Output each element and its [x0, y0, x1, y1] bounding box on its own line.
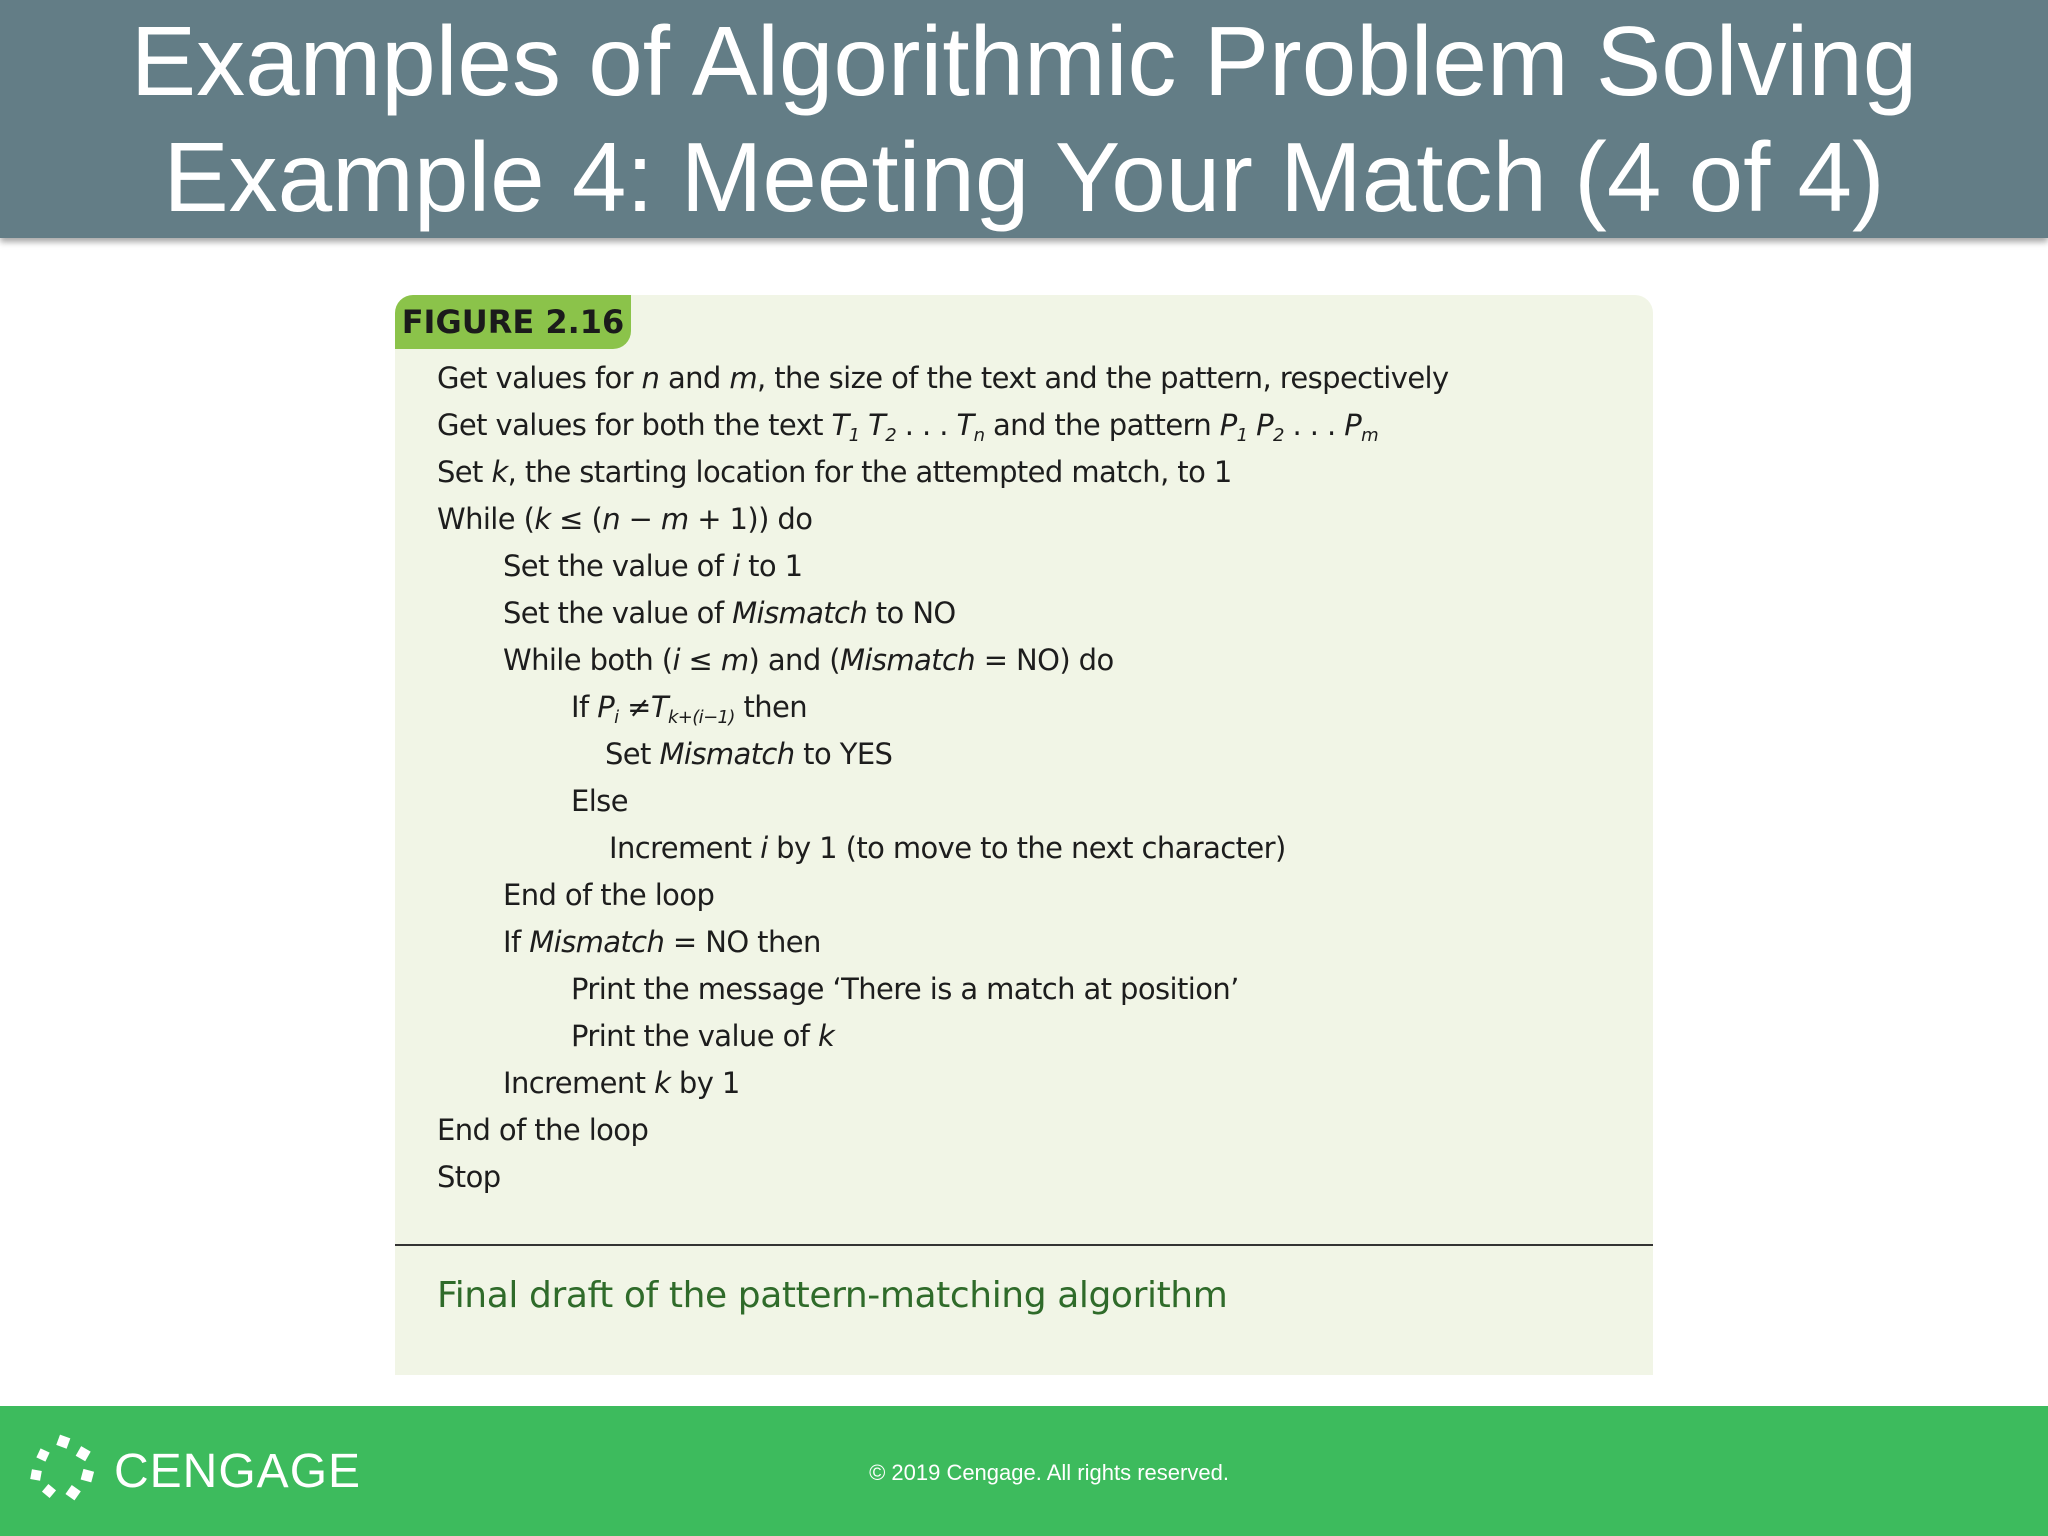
algorithm-line: Set Mismatch to YES — [605, 737, 893, 771]
algorithm-line: Set the value of Mismatch to NO — [503, 596, 956, 630]
algorithm-line: While (k ≤ (n − m + 1)) do — [437, 502, 813, 536]
algorithm-line: Set the value of i to 1 — [503, 549, 803, 583]
algorithm-line: Get values for both the text $T_1$ $T_2$ . . . $T_n$ and the pattern $P_1$ $P_2$ . . . $P_m$ — [437, 408, 1379, 446]
figure-label: FIGURE 2.16 — [395, 295, 631, 349]
algorithm-line: Print the value of k — [571, 1019, 835, 1053]
slide-title-line-2: Example 4: Meeting Your Match (4 of 4) — [163, 122, 1885, 232]
algorithm-line: Stop — [437, 1160, 501, 1194]
algorithm-line: If Mismatch = NO then — [503, 925, 821, 959]
algorithm-line: While both (i ≤ m) and (Mismatch = NO) do — [503, 643, 1114, 677]
slide-title-line-1: Examples of Algorithmic Problem Solving — [130, 6, 1918, 116]
algorithm-line: End of the loop — [503, 878, 715, 912]
copyright-notice: © 2019 Cengage. All rights reserved. — [869, 1460, 1229, 1485]
cengage-logo-text: CENGAGE — [114, 1444, 362, 1498]
algorithm-line: Increment i by 1 (to move to the next character) — [609, 831, 1286, 865]
algorithm-line: Print the message ‘There is a match at position’ — [571, 972, 1239, 1006]
algorithm-line: Increment k by 1 — [503, 1066, 740, 1100]
algorithm-line: Set k, the starting location for the attempted match, to 1 — [437, 455, 1232, 489]
figure-caption: Final draft of the pattern-matching algorithm — [437, 1275, 1228, 1316]
algorithm-listing — [437, 355, 1633, 1201]
figure-divider — [395, 1244, 1653, 1246]
footer-bar — [0, 1406, 2048, 1536]
algorithm-line: Else — [571, 784, 628, 818]
figure-panel — [395, 295, 1653, 1375]
algorithm-line: If $P_i \ne T_{k+(i-1)}$ then — [571, 690, 808, 728]
algorithm-line: Get values for n and m, the size of the text and the pattern, respectively — [437, 361, 1449, 395]
slide-title-bar — [0, 0, 2048, 238]
algorithm-line: End of the loop — [437, 1113, 649, 1147]
